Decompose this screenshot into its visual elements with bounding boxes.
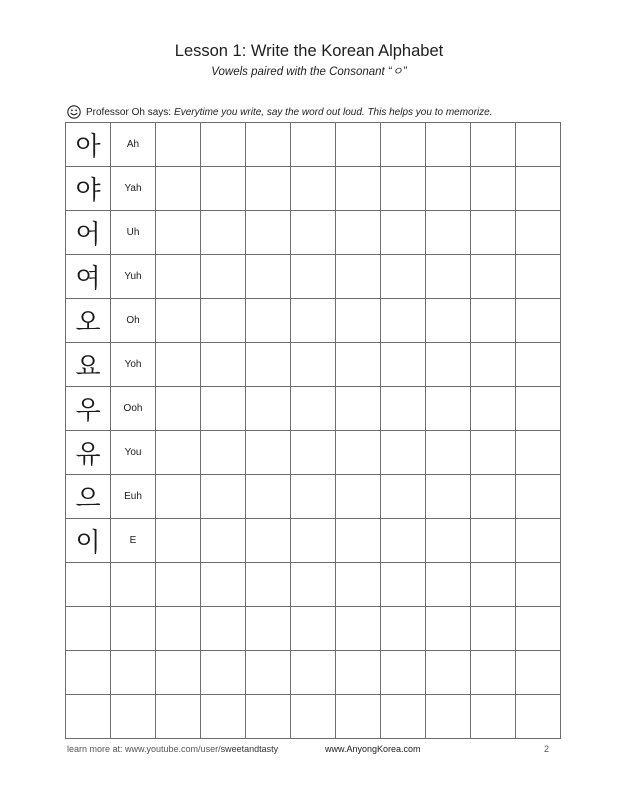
vowel-row: [66, 387, 561, 431]
practice-cell: [471, 255, 516, 299]
practice-cell: [381, 387, 426, 431]
practice-cell: [336, 475, 381, 519]
practice-cell: [291, 563, 336, 607]
practice-cell: [156, 607, 201, 651]
practice-cell: [246, 211, 291, 255]
practice-cell: [381, 343, 426, 387]
practice-cell: [336, 255, 381, 299]
practice-cell: [246, 607, 291, 651]
hangul-character: 으: [66, 475, 111, 519]
practice-cell: [426, 651, 471, 695]
practice-cell: [66, 563, 111, 607]
practice-cell: [426, 431, 471, 475]
practice-cell: [156, 431, 201, 475]
page-title: Lesson 1: Write the Korean Alphabet: [174, 42, 444, 60]
practice-cell: [381, 167, 426, 211]
practice-cell: [336, 123, 381, 167]
practice-cell: [426, 255, 471, 299]
practice-cell: [426, 211, 471, 255]
practice-cell: [156, 299, 201, 343]
practice-cell: [471, 607, 516, 651]
hangul-character: 우: [66, 387, 111, 431]
blank-practice-row: [66, 695, 561, 739]
vowel-row: [66, 255, 561, 299]
tip-message: Everytime you write, say the word out loud. This helps you to memorize.: [174, 106, 493, 118]
practice-cell: [471, 123, 516, 167]
practice-cell: [291, 695, 336, 739]
practice-cell: [381, 519, 426, 563]
practice-cell: [426, 299, 471, 343]
practice-cell: [246, 519, 291, 563]
vowel-row: [66, 431, 561, 475]
practice-cell: [516, 651, 561, 695]
romanization-label: E: [111, 519, 156, 563]
romanization-label: Yoh: [111, 343, 156, 387]
practice-cell: [246, 695, 291, 739]
practice-cell: [66, 651, 111, 695]
practice-cell: [246, 123, 291, 167]
practice-cell: [336, 387, 381, 431]
romanization-label: You: [111, 431, 156, 475]
romanization-label: Yuh: [111, 255, 156, 299]
practice-cell: [426, 167, 471, 211]
practice-cell: [471, 387, 516, 431]
practice-cell: [201, 475, 246, 519]
practice-cell: [291, 651, 336, 695]
vowel-row: [66, 299, 561, 343]
vowel-row: [66, 167, 561, 211]
page-footer: [67, 744, 553, 758]
practice-cell: [381, 651, 426, 695]
practice-cell: [201, 519, 246, 563]
hangul-character: 아: [66, 123, 111, 167]
practice-cell: [66, 695, 111, 739]
practice-cell: [471, 651, 516, 695]
practice-cell: [201, 651, 246, 695]
romanization-label: Yah: [111, 167, 156, 211]
practice-cell: [516, 607, 561, 651]
hangul-character: 어: [66, 211, 111, 255]
practice-cell: [201, 387, 246, 431]
vowel-row: [66, 519, 561, 563]
practice-cell: [111, 607, 156, 651]
practice-cell: [381, 255, 426, 299]
practice-cell: [111, 563, 156, 607]
practice-cell: [201, 299, 246, 343]
practice-cell: [291, 255, 336, 299]
practice-cell: [471, 343, 516, 387]
practice-cell: [381, 475, 426, 519]
hangul-character: 오: [66, 299, 111, 343]
practice-cell: [381, 299, 426, 343]
practice-cell: [291, 519, 336, 563]
practice-cell: [291, 607, 336, 651]
practice-cell: [516, 167, 561, 211]
romanization-label: Uh: [111, 211, 156, 255]
practice-cell: [336, 651, 381, 695]
practice-cell: [156, 563, 201, 607]
practice-cell: [336, 563, 381, 607]
practice-cell: [336, 607, 381, 651]
practice-cell: [426, 475, 471, 519]
practice-cell: [471, 563, 516, 607]
practice-cell: [201, 211, 246, 255]
practice-cell: [336, 519, 381, 563]
professor-tip: [67, 105, 587, 119]
practice-cell: [66, 607, 111, 651]
practice-cell: [201, 167, 246, 211]
blank-practice-row: [66, 651, 561, 695]
practice-cell: [381, 563, 426, 607]
practice-cell: [381, 123, 426, 167]
practice-cell: [156, 123, 201, 167]
practice-cell: [156, 387, 201, 431]
practice-cell: [381, 607, 426, 651]
practice-cell: [471, 211, 516, 255]
blank-practice-row: [66, 563, 561, 607]
practice-cell: [516, 431, 561, 475]
practice-cell: [516, 695, 561, 739]
practice-cell: [471, 431, 516, 475]
romanization-label: Euh: [111, 475, 156, 519]
hangul-character: 유: [66, 431, 111, 475]
practice-cell: [291, 167, 336, 211]
hangul-character: 이: [66, 519, 111, 563]
practice-cell: [291, 343, 336, 387]
practice-cell: [291, 387, 336, 431]
hangul-character: 야: [66, 167, 111, 211]
hangul-character: 여: [66, 255, 111, 299]
practice-cell: [516, 519, 561, 563]
practice-cell: [516, 255, 561, 299]
practice-cell: [336, 695, 381, 739]
practice-cell: [156, 475, 201, 519]
practice-cell: [156, 167, 201, 211]
practice-cell: [291, 211, 336, 255]
practice-cell: [381, 695, 426, 739]
practice-cell: [336, 167, 381, 211]
practice-cell: [291, 123, 336, 167]
practice-cell: [111, 695, 156, 739]
romanization-label: Ah: [111, 123, 156, 167]
practice-cell: [516, 123, 561, 167]
practice-cell: [156, 211, 201, 255]
practice-cell: [471, 475, 516, 519]
practice-cell: [156, 255, 201, 299]
romanization-label: Ooh: [111, 387, 156, 431]
practice-cell: [246, 343, 291, 387]
practice-cell: [471, 695, 516, 739]
practice-cell: [201, 255, 246, 299]
practice-cell: [246, 387, 291, 431]
romanization-label: Oh: [111, 299, 156, 343]
practice-cell: [201, 607, 246, 651]
practice-cell: [156, 519, 201, 563]
practice-cell: [516, 475, 561, 519]
youtube-link-prefix: learn more at: www.youtube.com/user/: [67, 744, 221, 754]
practice-cell: [471, 167, 516, 211]
practice-cell: [156, 695, 201, 739]
youtube-link-path: sweetandtasty: [220, 744, 279, 754]
practice-cell: [246, 431, 291, 475]
practice-cell: [516, 343, 561, 387]
practice-cell: [426, 519, 471, 563]
practice-cell: [201, 695, 246, 739]
practice-cell: [471, 519, 516, 563]
practice-cell: [201, 123, 246, 167]
practice-cell: [426, 123, 471, 167]
tip-speaker: Professor Oh says:: [86, 106, 172, 118]
practice-cell: [111, 651, 156, 695]
practice-cell: [516, 299, 561, 343]
practice-cell: [246, 167, 291, 211]
practice-cell: [201, 563, 246, 607]
website-link[interactable]: www.AnyongKorea.com: [325, 744, 421, 754]
practice-cell: [516, 387, 561, 431]
practice-cell: [336, 431, 381, 475]
practice-cell: [336, 343, 381, 387]
practice-cell: [201, 343, 246, 387]
writing-practice-grid: [65, 122, 561, 739]
practice-cell: [381, 431, 426, 475]
youtube-link[interactable]: [67, 744, 278, 754]
practice-cell: [381, 211, 426, 255]
practice-cell: [156, 651, 201, 695]
practice-cell: [516, 211, 561, 255]
vowel-row: [66, 343, 561, 387]
vowel-row: [66, 211, 561, 255]
practice-cell: [246, 475, 291, 519]
practice-cell: [246, 299, 291, 343]
practice-cell: [201, 431, 246, 475]
practice-cell: [426, 695, 471, 739]
blank-practice-row: [66, 607, 561, 651]
practice-cell: [471, 299, 516, 343]
practice-cell: [156, 343, 201, 387]
practice-cell: [291, 431, 336, 475]
practice-cell: [291, 475, 336, 519]
hangul-character: 요: [66, 343, 111, 387]
practice-cell: [336, 299, 381, 343]
practice-cell: [426, 563, 471, 607]
page-subtitle: Vowels paired with the Consonant “ㅇ”: [211, 66, 407, 78]
practice-cell: [426, 343, 471, 387]
practice-cell: [336, 211, 381, 255]
vowel-row: [66, 475, 561, 519]
smiley-icon: [67, 105, 81, 119]
practice-cell: [426, 387, 471, 431]
practice-cell: [246, 651, 291, 695]
practice-cell: [246, 563, 291, 607]
vowel-row: [66, 123, 561, 167]
practice-cell: [516, 563, 561, 607]
practice-cell: [246, 255, 291, 299]
page-number: 2: [543, 744, 549, 754]
practice-cell: [426, 607, 471, 651]
practice-cell: [291, 299, 336, 343]
